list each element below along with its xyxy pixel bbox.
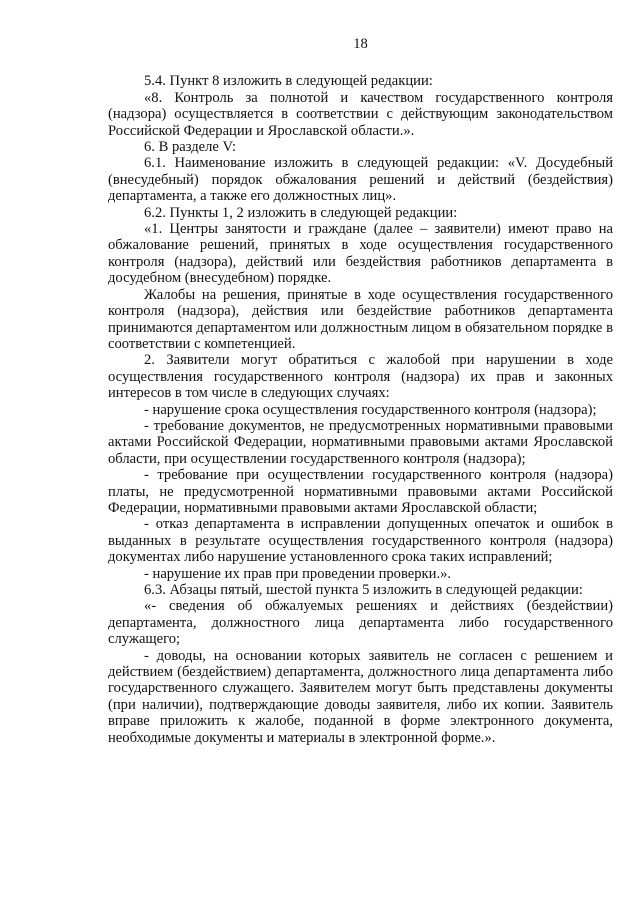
paragraph: - доводы, на основании которых заявитель не согласен с решением и действием (бездействием) департамента, должностного лица департамента либо государственного служащего. Заявителем могут быть представлены документы (при наличии), подтверждающие доводы заявителя, либо их копии. Заявитель вправе приложить к жалобе, поданной в форме электронного документа, необходимые документы и материалы в электронной форме.».: [108, 647, 613, 746]
paragraph: 6.2. Пункты 1, 2 изложить в следующей редакции:: [144, 204, 458, 221]
paragraph: 6. В разделе V:: [144, 139, 237, 156]
paragraph: - нарушение срока осуществления государственного контроля (надзора);: [144, 401, 597, 418]
paragraph: - отказ департамента в исправлении допущенных опечаток и ошибок в выданных в результате осуществления государственного контроля (надзора) документах либо нарушение установленного срока таких исправлений;: [108, 516, 613, 566]
paragraph: - требование при осуществлении государственного контроля (надзора) платы, не предусмотренной нормативными правовыми актами Российской Федерации, нормативными правовыми актами Ярославской области;: [108, 467, 613, 516]
page-number: 18: [353, 36, 368, 52]
paragraph: - нарушение их прав при проведении проверки.».: [144, 565, 452, 582]
paragraph: 5.4. Пункт 8 изложить в следующей редакции:: [144, 73, 433, 90]
paragraph: - требование документов, не предусмотренных нормативными правовыми актами Российской Федерации, нормативными правовыми актами Ярославской области, при осуществлении государственного контроля (надзора);: [108, 417, 613, 467]
paragraph: Жалобы на решения, принятые в ходе осуществления государственного контроля (надзора), действия или бездействие работников департамента принимаются департаментом или должностным лицом в обязательном порядке в соответствии с компетенцией.: [108, 286, 613, 352]
paragraph: «- сведения об обжалуемых решениях и действиях (бездействии) департамента, должностного лица департамента либо государственного служащего;: [108, 598, 613, 648]
document-body: [108, 73, 613, 746]
paragraph: «8. Контроль за полнотой и качеством государственного контроля (надзора) осуществляется в соответствии с действующим законодательством Российской Федерации и Ярославской области.».: [108, 89, 613, 139]
paragraph: 2. Заявители могут обратиться с жалобой при нарушении в ходе осуществления государственного контроля (надзора) их прав и законных интересов в том числе в следующих случаях:: [108, 352, 613, 402]
paragraph: 6.1. Наименование изложить в следующей редакции: «V. Досудебный (внесудебный) порядок обжалования решений и действий (бездействия) департамента, а также его должностных лиц».: [108, 155, 613, 205]
paragraph: «1. Центры занятости и граждане (далее – заявители) имеют право на обжалование решений, принятых в ходе осуществления государственного контроля (надзора), действий или бездействия работников департамента в досудебном (внесудебном) порядке.: [108, 221, 613, 287]
paragraph: 6.3. Абзацы пятый, шестой пункта 5 изложить в следующей редакции:: [144, 582, 583, 598]
